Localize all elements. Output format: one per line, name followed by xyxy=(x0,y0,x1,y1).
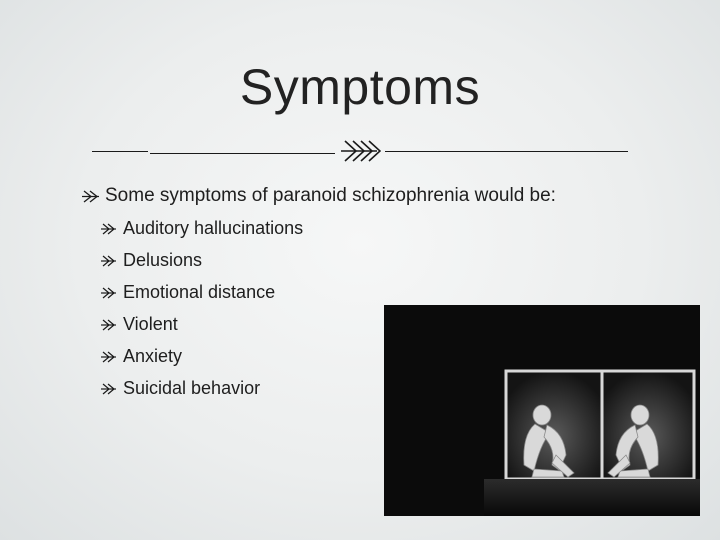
paired-chevron-bullet-icon xyxy=(82,190,100,203)
symptom-text: Anxiety xyxy=(123,346,183,366)
title-divider-left-short xyxy=(92,151,148,152)
mannequin-illustration xyxy=(384,305,700,516)
slide-title: Symptoms xyxy=(239,59,481,115)
symptom-item xyxy=(101,314,178,335)
paired-chevron-bullet-icon xyxy=(101,351,117,363)
paired-chevron-bullet-icon xyxy=(101,319,117,331)
title-divider-right xyxy=(385,151,628,152)
paired-chevron-bullet-icon xyxy=(101,383,117,395)
symptom-item xyxy=(101,346,182,367)
symptom-text: Violent xyxy=(123,314,178,334)
paired-chevron-bullet-icon xyxy=(101,287,117,299)
title-divider-left xyxy=(150,153,335,154)
quadruple-chevron-icon xyxy=(341,138,381,164)
symptom-item xyxy=(101,250,202,271)
intro-bullet xyxy=(82,185,556,207)
symptom-item xyxy=(101,218,303,239)
symptom-text: Emotional distance xyxy=(123,282,276,302)
mannequin-photo xyxy=(384,305,700,516)
symptom-text: Auditory hallucinations xyxy=(123,218,304,238)
symptom-text: Suicidal behavior xyxy=(123,378,261,398)
paired-chevron-bullet-icon xyxy=(101,223,117,235)
symptom-text: Delusions xyxy=(123,250,203,270)
symptom-item xyxy=(101,378,260,399)
intro-text: Some symptoms of paranoid schizophrenia would be: xyxy=(105,185,556,206)
paired-chevron-bullet-icon xyxy=(101,255,117,267)
symptom-item xyxy=(101,282,275,303)
